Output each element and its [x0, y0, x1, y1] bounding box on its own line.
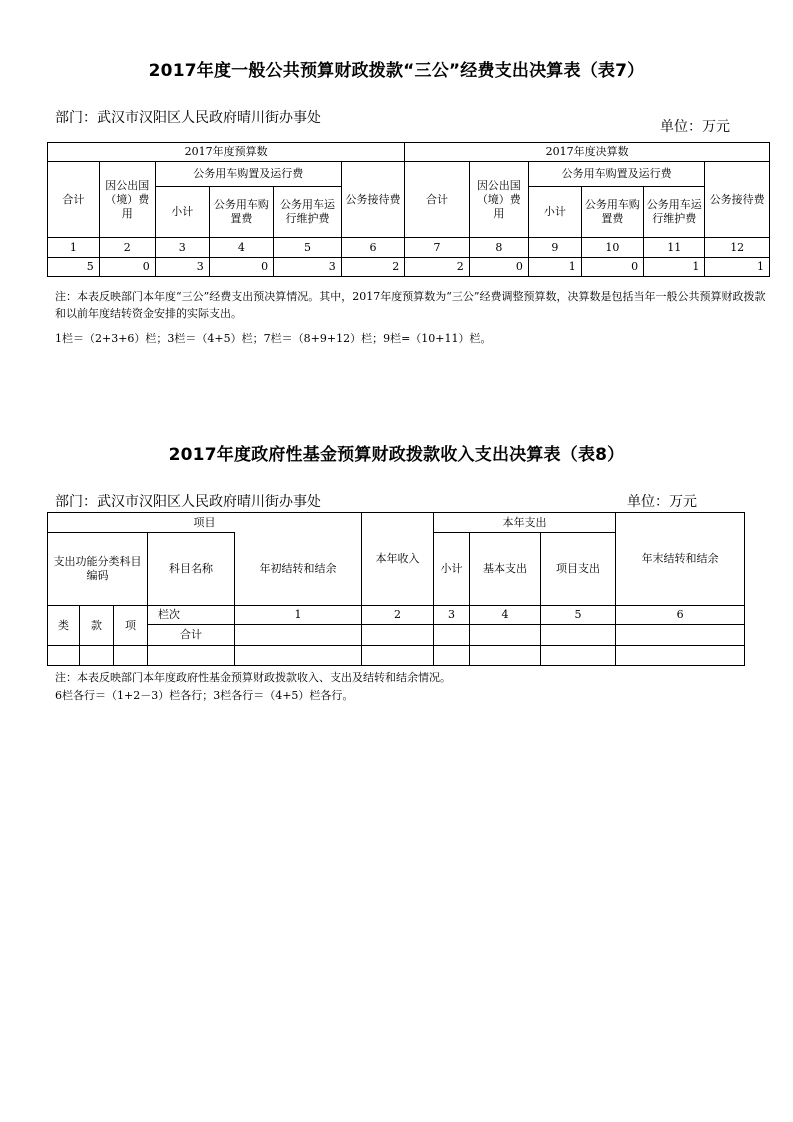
project-expense-header: 项目支出	[541, 533, 616, 606]
value-cell: 2	[341, 258, 404, 277]
budget-reception-header: 公务接待费	[341, 162, 404, 238]
empty-cell	[235, 646, 362, 666]
final-header: 2017年度决算数	[405, 143, 770, 162]
final-vehicle-group-header: 公务用车购置及运行费	[528, 162, 704, 187]
empty-cell	[148, 646, 235, 666]
final-purchase-header: 公务用车购置费	[581, 187, 643, 238]
section-header: 款	[80, 606, 114, 646]
income-header: 本年收入	[362, 513, 434, 606]
empty-cell	[362, 625, 434, 646]
empty-cell	[362, 646, 434, 666]
begin-balance-header: 年初结转和结余	[235, 533, 362, 606]
total-label: 合计	[148, 625, 235, 646]
function-code-header: 支出功能分类科目编码	[48, 533, 148, 606]
column-number-row	[48, 238, 770, 258]
expense-subtotal-header: 小计	[434, 533, 470, 606]
final-travel-header: 因公出国（境）费用	[469, 162, 528, 238]
budget-purchase-header: 公务用车购置费	[209, 187, 273, 238]
column-number: 11	[644, 238, 705, 258]
column-number: 9	[528, 238, 581, 258]
column-number: 10	[581, 238, 643, 258]
column-number: 3	[434, 606, 470, 625]
value-cell: 1	[528, 258, 581, 277]
value-cell: 1	[644, 258, 705, 277]
column-number: 2	[362, 606, 434, 625]
empty-cell	[470, 646, 541, 666]
empty-cell	[541, 646, 616, 666]
column-number: 5	[541, 606, 616, 625]
item-level-header: 项	[114, 606, 148, 646]
column-number: 5	[274, 238, 342, 258]
budget-subtotal-header: 小计	[155, 187, 209, 238]
value-cell: 0	[469, 258, 528, 277]
column-number: 6	[616, 606, 745, 625]
final-subtotal-header: 小计	[528, 187, 581, 238]
final-running-header: 公务用车运行维护费	[644, 187, 705, 238]
budget-total-header: 合计	[48, 162, 100, 238]
column-index-label: 栏次	[148, 606, 235, 625]
value-row	[48, 258, 770, 277]
final-reception-header: 公务接待费	[705, 162, 770, 238]
table7-unit: 单位：万元	[660, 119, 730, 135]
budget-travel-header: 因公出国（境）费用	[99, 162, 155, 238]
empty-cell	[616, 646, 745, 666]
table7-formula: 1栏＝（2+3+6）栏；3栏＝（4+5）栏；7栏＝（8+9+12）栏；9栏=（10+11）栏。	[55, 332, 492, 345]
column-number: 12	[705, 238, 770, 258]
budget-vehicle-group-header: 公务用车购置及运行费	[155, 162, 341, 187]
empty-cell	[434, 625, 470, 646]
column-number: 3	[155, 238, 209, 258]
column-number: 6	[341, 238, 404, 258]
table8-title: 2017年度政府性基金预算财政拨款收入支出决算表（表8）	[168, 445, 625, 465]
column-number: 1	[48, 238, 100, 258]
empty-cell	[80, 646, 114, 666]
budget-header: 2017年度预算数	[48, 143, 405, 162]
column-number: 8	[469, 238, 528, 258]
value-cell: 1	[705, 258, 770, 277]
budget-running-header: 公务用车运行维护费	[274, 187, 342, 238]
item-header: 项目	[48, 513, 362, 533]
table7-title: 2017年度一般公共预算财政拨款“三公”经费支出决算表（表7）	[148, 61, 645, 81]
final-total-header: 合计	[405, 162, 469, 238]
empty-cell	[114, 646, 148, 666]
empty-cell	[48, 646, 80, 666]
value-cell: 0	[209, 258, 273, 277]
category-header: 类	[48, 606, 80, 646]
value-cell: 3	[274, 258, 342, 277]
column-number: 2	[99, 238, 155, 258]
empty-row	[48, 646, 745, 666]
total-row	[48, 625, 745, 646]
column-number: 4	[209, 238, 273, 258]
empty-cell	[235, 625, 362, 646]
column-number: 4	[470, 606, 541, 625]
government-fund-table	[47, 512, 745, 666]
table8-unit: 单位：万元	[627, 494, 697, 510]
value-cell: 3	[155, 258, 209, 277]
value-cell: 0	[581, 258, 643, 277]
table8-formula: 6栏各行＝（1+2－3）栏各行；3栏各行＝（4+5）栏各行。	[55, 689, 354, 702]
value-cell: 5	[48, 258, 100, 277]
table7-note: 注：本表反映部门本年度“三公”经费支出预决算情况。其中，2017年度预算数为“三公”经费调整预算数，决算数是包括当年一般公共预算财政拨款和以前年度结转资金安排的实际支出。	[55, 290, 766, 320]
empty-cell	[470, 625, 541, 646]
end-balance-header: 年末结转和结余	[616, 513, 745, 606]
column-number: 1	[235, 606, 362, 625]
basic-expense-header: 基本支出	[470, 533, 541, 606]
value-cell: 2	[405, 258, 469, 277]
table8-department: 部门：武汉市汉阳区人民政府晴川街办事处	[55, 494, 321, 510]
column-number: 7	[405, 238, 469, 258]
value-cell: 0	[99, 258, 155, 277]
empty-cell	[434, 646, 470, 666]
expense-group-header: 本年支出	[434, 513, 616, 533]
table8-note: 注：本表反映部门本年度政府性基金预算财政拨款收入、支出及结转和结余情况。	[55, 671, 451, 684]
subject-name-header: 科目名称	[148, 533, 235, 606]
three-public-expenses-table	[47, 142, 770, 277]
empty-cell	[541, 625, 616, 646]
table7-department: 部门：武汉市汉阳区人民政府晴川街办事处	[55, 110, 321, 126]
empty-cell	[616, 625, 745, 646]
